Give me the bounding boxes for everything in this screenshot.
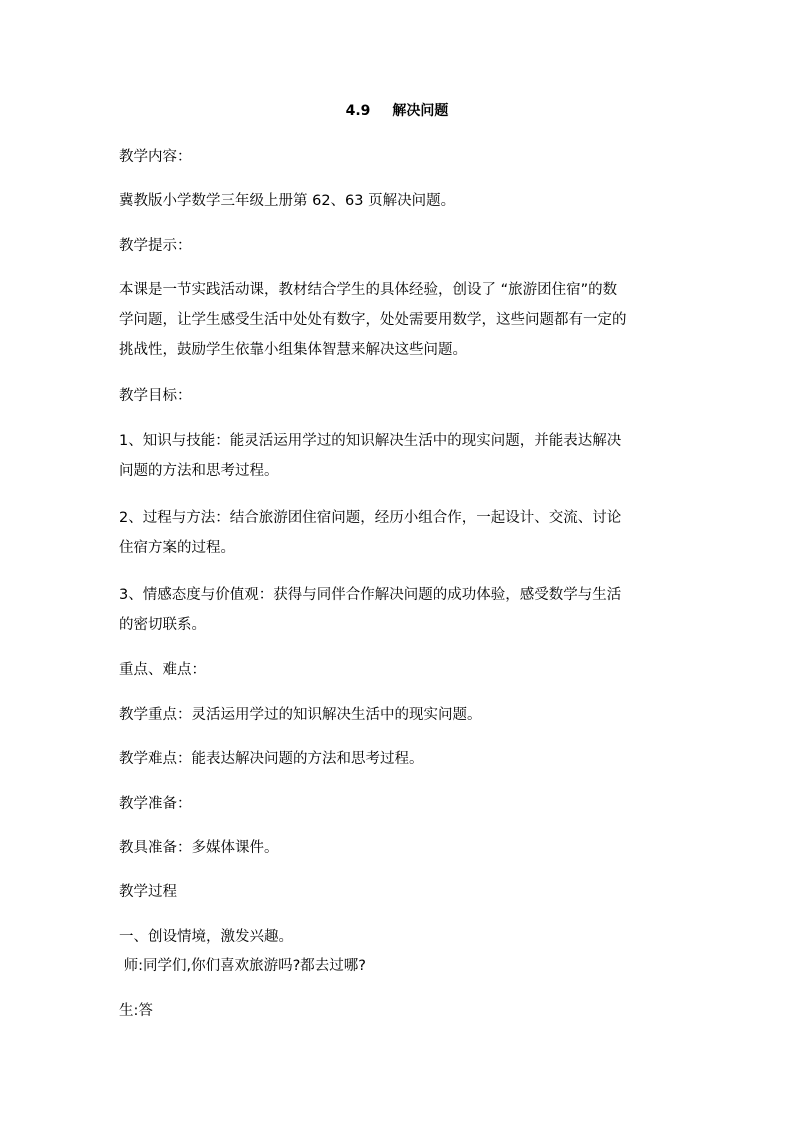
heading-teaching-goals: 教学目标： bbox=[119, 388, 192, 404]
teaching-tips-paragraph bbox=[119, 280, 679, 370]
heading-key-difficult-points: 重点、难点： bbox=[119, 662, 206, 678]
text-line: 本课是一节实践活动课，教材结合学生的具体经验，创设了 “旅游团住宿”的数 bbox=[119, 282, 618, 298]
text-line: 问题的方法和思考过程。 bbox=[119, 463, 279, 479]
text-line: 2、过程与方法：结合旅游团住宿问题，经历小组合作，一起设计、交流、讨论 bbox=[119, 510, 622, 526]
goal-emotion-values bbox=[119, 585, 679, 645]
text-line: 的密切联系。 bbox=[119, 617, 206, 633]
teacher-dialogue: 师:同学们,你们喜欢旅游吗?都去过哪? bbox=[119, 958, 366, 974]
process-step-one: 一、创设情境，激发兴趣。 bbox=[119, 929, 293, 945]
heading-teaching-preparation: 教学准备： bbox=[119, 796, 192, 812]
teaching-aids-text: 教具准备：多媒体课件。 bbox=[119, 840, 279, 856]
document-title bbox=[0, 101, 794, 121]
student-dialogue: 生:答 bbox=[119, 1003, 153, 1019]
text-line: 3、情感态度与价值观：获得与同伴合作解决问题的成功体验，感受数学与生活 bbox=[119, 587, 622, 603]
text-line: 住宿方案的过程。 bbox=[119, 540, 235, 556]
text-line: 挑战性，鼓励学生依靠小组集体智慧来解决这些问题。 bbox=[119, 342, 467, 358]
text-line: 1、知识与技能：能灵活运用学过的知识解决生活中的现实问题，并能表达解决 bbox=[119, 433, 622, 449]
goal-process-method bbox=[119, 508, 679, 568]
section-title: 解决问题 bbox=[392, 103, 449, 119]
section-number: 4.9 bbox=[345, 103, 371, 119]
heading-teaching-content: 教学内容： bbox=[119, 149, 192, 165]
difficult-point-text: 教学难点：能表达解决问题的方法和思考过程。 bbox=[119, 751, 424, 767]
teaching-content-text: 冀教版小学数学三年级上册第 62、63 页解决问题。 bbox=[119, 193, 456, 209]
key-point-text: 教学重点：灵活运用学过的知识解决生活中的现实问题。 bbox=[119, 707, 482, 723]
goal-knowledge-skills bbox=[119, 431, 679, 491]
text-line: 学问题，让学生感受生活中处处有数字，处处需要用数学，这些问题都有一定的 bbox=[119, 312, 627, 328]
heading-teaching-tips: 教学提示： bbox=[119, 238, 192, 254]
heading-teaching-process: 教学过程 bbox=[119, 884, 177, 900]
